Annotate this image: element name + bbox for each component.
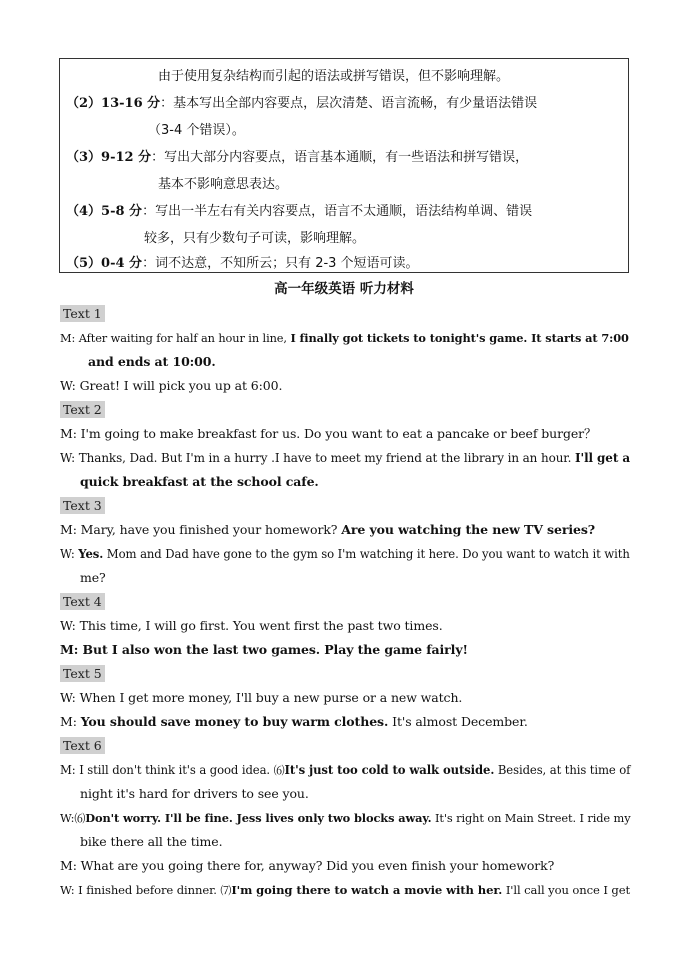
- dialogue-line: W:⑹Don't worry. I'll be fine. Jess lives only two blocks away. It's right on Main Street. I ride my: [60, 811, 631, 825]
- dialogue-line: W: Great! I will pick you up at 6:00.: [60, 378, 283, 393]
- dialogue-line: W: When I get more money, I'll buy a new purse or a new watch.: [60, 690, 463, 705]
- rubric-line: （3）9-12 分：写出大部分内容要点，语言基本通顺，有一些语法和拼写错误，: [66, 150, 529, 165]
- rubric-line: （2）13-16 分：基本写出全部内容要点，层次清楚、语言流畅，有少量语法错误: [66, 96, 538, 111]
- rubric-line: 由于使用复杂结构而引起的语法或拼写错误，但不影响理解。: [158, 69, 510, 84]
- dialogue-line: me?: [80, 570, 106, 585]
- dialogue-line: bike there all the time.: [80, 834, 223, 849]
- text-label: Text 6: [60, 737, 105, 754]
- dialogue-line: M: But I also won the last two games. Play the game fairly!: [60, 642, 468, 657]
- dialogue-line: M: After waiting for half an hour in line, I finally got tickets to tonight's game. It starts at 7:00: [60, 331, 629, 345]
- rubric-line: 较多，只有少数句子可读，影响理解。: [144, 231, 366, 246]
- text-label: Text 5: [60, 665, 105, 682]
- dialogue-line: W: Yes. Mom and Dad have gone to the gym so I'm watching it here. Do you want to watch it with: [60, 547, 630, 561]
- text-label: Text 2: [60, 401, 105, 418]
- text-label: Text 3: [60, 497, 105, 514]
- dialogue-line: W: Thanks, Dad. But I'm in a hurry .I have to meet my friend at the library in an hour. I'll get a: [60, 451, 630, 465]
- dialogue-line: night it's hard for drivers to see you.: [80, 786, 309, 801]
- dialogue-line: and ends at 10:00.: [88, 354, 216, 369]
- rubric-line: 基本不影响意思表达。: [158, 177, 289, 192]
- page-title: 高一年级英语 听力材料: [274, 281, 414, 297]
- rubric-line: （4）5-8 分：写出一半左右有关内容要点，语言不太通顺，语法结构单调、错误: [66, 204, 533, 219]
- dialogue-line: M: I'm going to make breakfast for us. Do you want to eat a pancake or beef burger？: [60, 426, 597, 441]
- dialogue-line: M: Mary, have you finished your homework? Are you watching the new TV series?: [60, 522, 595, 537]
- dialogue-line: M: What are you going there for, anyway? Did you even finish your homework?: [60, 858, 555, 873]
- rubric-line: （3-4 个错误）。: [148, 123, 245, 138]
- dialogue-line: quick breakfast at the school cafe.: [80, 474, 319, 489]
- text-label: Text 1: [60, 305, 105, 322]
- dialogue-line: W: I finished before dinner. ⑺I'm going there to watch a movie with her. I'll call you once I get: [60, 883, 630, 897]
- dialogue-line: M: You should save money to buy warm clothes. It's almost December.: [60, 714, 528, 729]
- dialogue-line: W: This time, I will go first. You went first the past two times.: [60, 618, 443, 633]
- text-label: Text 4: [60, 593, 105, 610]
- dialogue-line: M: I still don't think it's a good idea. ⑹It's just too cold to walk outside. Besides, at this time of: [60, 763, 631, 777]
- rubric-line: （5）0-4 分：词不达意，不知所云；只有 2-3 个短语可读。: [66, 256, 419, 271]
